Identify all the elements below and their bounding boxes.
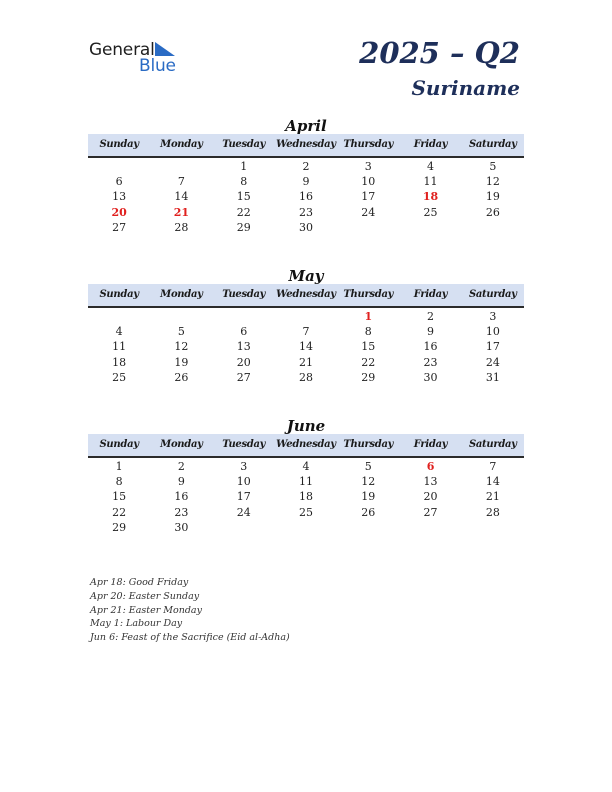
day-cell: 14 [298, 340, 313, 354]
weekday-label: Friday [413, 439, 448, 450]
empty-day-cell [88, 309, 150, 324]
weekday-label: Saturday [468, 439, 517, 450]
day-cell: 22 [236, 205, 251, 219]
weekday-label: Friday [413, 289, 448, 300]
day-cell: 21 [485, 490, 500, 504]
country-title: Suriname [411, 76, 520, 100]
empty-day-cell [462, 220, 524, 235]
weekday-label: Wednesday [276, 139, 336, 150]
day-cell: 11 [423, 175, 438, 189]
month-title: May [288, 267, 324, 285]
empty-day-cell [337, 220, 399, 235]
weekday-label: Sunday [99, 139, 139, 150]
day-cell: 6 [426, 460, 435, 473]
day-cell: 25 [423, 205, 438, 219]
holiday-entry: Apr 21: Easter Monday [90, 604, 202, 616]
day-cell: 23 [298, 205, 313, 219]
weekday-label: Saturday [468, 289, 517, 300]
week-row [88, 489, 524, 504]
day-cell: 6 [240, 325, 248, 339]
day-cell: 7 [302, 325, 310, 339]
day-cell: 8 [364, 325, 372, 339]
day-cell: 8 [240, 175, 248, 189]
weekday-label: Wednesday [276, 289, 336, 300]
day-cell: 13 [112, 190, 127, 204]
day-cell: 4 [115, 325, 123, 339]
empty-day-cell [337, 520, 399, 535]
day-cell: 13 [236, 340, 251, 354]
day-cell: 11 [112, 340, 127, 354]
empty-day-cell [399, 520, 461, 535]
day-cell: 4 [302, 460, 310, 473]
day-cell: 30 [298, 220, 313, 234]
day-cell: 17 [485, 340, 500, 354]
weekday-label: Monday [160, 439, 203, 450]
day-cell: 20 [111, 205, 127, 219]
week-grid [88, 158, 524, 235]
weekday-label: Friday [413, 139, 448, 150]
weekday-header-row [88, 434, 524, 458]
day-cell: 27 [423, 505, 438, 519]
month-calendar-june [88, 416, 524, 535]
day-cell: 15 [112, 490, 127, 504]
day-cell: 11 [298, 475, 313, 489]
month-calendar-april [88, 116, 524, 235]
week-row [88, 309, 524, 324]
weekday-label: Thursday [343, 289, 394, 300]
weekday-label: Thursday [343, 439, 394, 450]
empty-day-cell [399, 220, 461, 235]
week-row [88, 474, 524, 489]
week-row [88, 174, 524, 189]
day-cell: 2 [302, 160, 310, 173]
weekday-label: Sunday [99, 289, 139, 300]
day-cell: 5 [177, 325, 185, 339]
day-cell: 14 [485, 475, 500, 489]
logo-word-general: General [89, 40, 155, 60]
empty-day-cell [213, 520, 275, 535]
empty-day-cell [275, 309, 337, 324]
week-row [88, 459, 524, 474]
day-cell: 25 [112, 370, 127, 384]
day-cell: 19 [485, 190, 500, 204]
day-cell: 14 [174, 190, 189, 204]
day-cell: 28 [298, 370, 313, 384]
day-cell: 13 [423, 475, 438, 489]
day-cell: 5 [489, 160, 497, 173]
empty-day-cell [213, 309, 275, 324]
holiday-entry: Jun 6: Feast of the Sacrifice (Eid al-Adha) [90, 632, 290, 644]
day-cell: 12 [174, 340, 189, 354]
holiday-list [90, 576, 510, 645]
month-calendar-may [88, 266, 524, 385]
weekday-label: Monday [160, 289, 203, 300]
weekday-label: Thursday [343, 139, 394, 150]
day-cell: 12 [361, 475, 376, 489]
day-cell: 23 [423, 355, 438, 369]
empty-day-cell [150, 159, 212, 174]
day-cell: 30 [423, 370, 438, 384]
day-cell: 3 [489, 310, 497, 323]
day-cell: 9 [302, 175, 310, 189]
logo-word-blue: Blue [139, 56, 176, 76]
day-cell: 27 [236, 370, 251, 384]
empty-day-cell [462, 520, 524, 535]
day-cell: 18 [112, 355, 127, 369]
day-cell: 15 [361, 340, 376, 354]
week-row [88, 520, 524, 535]
day-cell: 19 [361, 490, 376, 504]
day-cell: 29 [361, 370, 376, 384]
month-title: April [285, 117, 327, 135]
day-cell: 22 [112, 505, 127, 519]
day-cell: 16 [174, 490, 189, 504]
day-cell: 26 [174, 370, 189, 384]
day-cell: 20 [236, 355, 251, 369]
day-cell: 7 [489, 460, 497, 473]
weekday-header-row [88, 134, 524, 158]
day-cell: 2 [177, 460, 185, 473]
week-grid [88, 308, 524, 385]
day-cell: 28 [485, 505, 500, 519]
day-cell: 30 [174, 520, 189, 534]
week-row [88, 205, 524, 220]
day-cell: 20 [423, 490, 438, 504]
weekday-label: Tuesday [222, 139, 266, 150]
day-cell: 5 [364, 460, 372, 473]
day-cell: 28 [174, 220, 189, 234]
week-grid [88, 458, 524, 535]
week-row [88, 324, 524, 339]
day-cell: 8 [115, 475, 123, 489]
day-cell: 6 [115, 175, 123, 189]
day-cell: 24 [485, 355, 500, 369]
day-cell: 22 [361, 355, 376, 369]
weekday-label: Tuesday [222, 289, 266, 300]
week-row [88, 339, 524, 354]
weekday-header-row [88, 284, 524, 308]
day-cell: 16 [423, 340, 438, 354]
week-row [88, 220, 524, 235]
empty-day-cell [150, 309, 212, 324]
empty-day-cell [88, 159, 150, 174]
week-row [88, 505, 524, 520]
day-cell: 1 [240, 160, 248, 173]
holiday-entry: Apr 18: Good Friday [90, 577, 189, 588]
day-cell: 4 [427, 160, 435, 173]
weekday-label: Monday [160, 139, 203, 150]
day-cell: 24 [236, 505, 251, 519]
day-cell: 1 [364, 310, 373, 323]
day-cell: 15 [236, 190, 251, 204]
day-cell: 7 [177, 175, 185, 189]
day-cell: 23 [174, 505, 189, 519]
day-cell: 24 [361, 205, 376, 219]
day-cell: 17 [236, 490, 251, 504]
day-cell: 1 [115, 460, 123, 473]
day-cell: 21 [298, 355, 313, 369]
day-cell: 10 [236, 475, 251, 489]
day-cell: 9 [427, 325, 435, 339]
day-cell: 26 [361, 505, 376, 519]
day-cell: 29 [112, 520, 127, 534]
week-row [88, 189, 524, 204]
week-row [88, 159, 524, 174]
day-cell: 2 [427, 310, 435, 323]
day-cell: 10 [485, 325, 500, 339]
day-cell: 3 [240, 460, 248, 473]
day-cell: 3 [364, 160, 372, 173]
day-cell: 27 [112, 220, 127, 234]
day-cell: 16 [298, 190, 313, 204]
generalblue-logo [89, 40, 189, 76]
month-title: June [286, 417, 326, 435]
day-cell: 19 [174, 355, 189, 369]
empty-day-cell [275, 520, 337, 535]
day-cell: 12 [485, 175, 500, 189]
holiday-entry: May 1: Labour Day [90, 618, 183, 630]
weekday-label: Sunday [99, 439, 139, 450]
day-cell: 17 [361, 190, 376, 204]
day-cell: 10 [361, 175, 376, 189]
weekday-label: Wednesday [276, 439, 336, 450]
week-row [88, 355, 524, 370]
day-cell: 18 [298, 490, 313, 504]
weekday-label: Saturday [468, 139, 517, 150]
holiday-entry: Apr 20: Easter Sunday [90, 590, 200, 602]
day-cell: 9 [177, 475, 185, 489]
day-cell: 18 [422, 190, 439, 204]
quarter-title: 2025 – Q2 [359, 36, 520, 70]
day-cell: 21 [173, 205, 190, 219]
day-cell: 29 [236, 220, 251, 234]
weekday-label: Tuesday [222, 439, 266, 450]
week-row [88, 370, 524, 385]
day-cell: 26 [485, 205, 500, 219]
day-cell: 31 [485, 370, 500, 384]
day-cell: 25 [298, 505, 313, 519]
